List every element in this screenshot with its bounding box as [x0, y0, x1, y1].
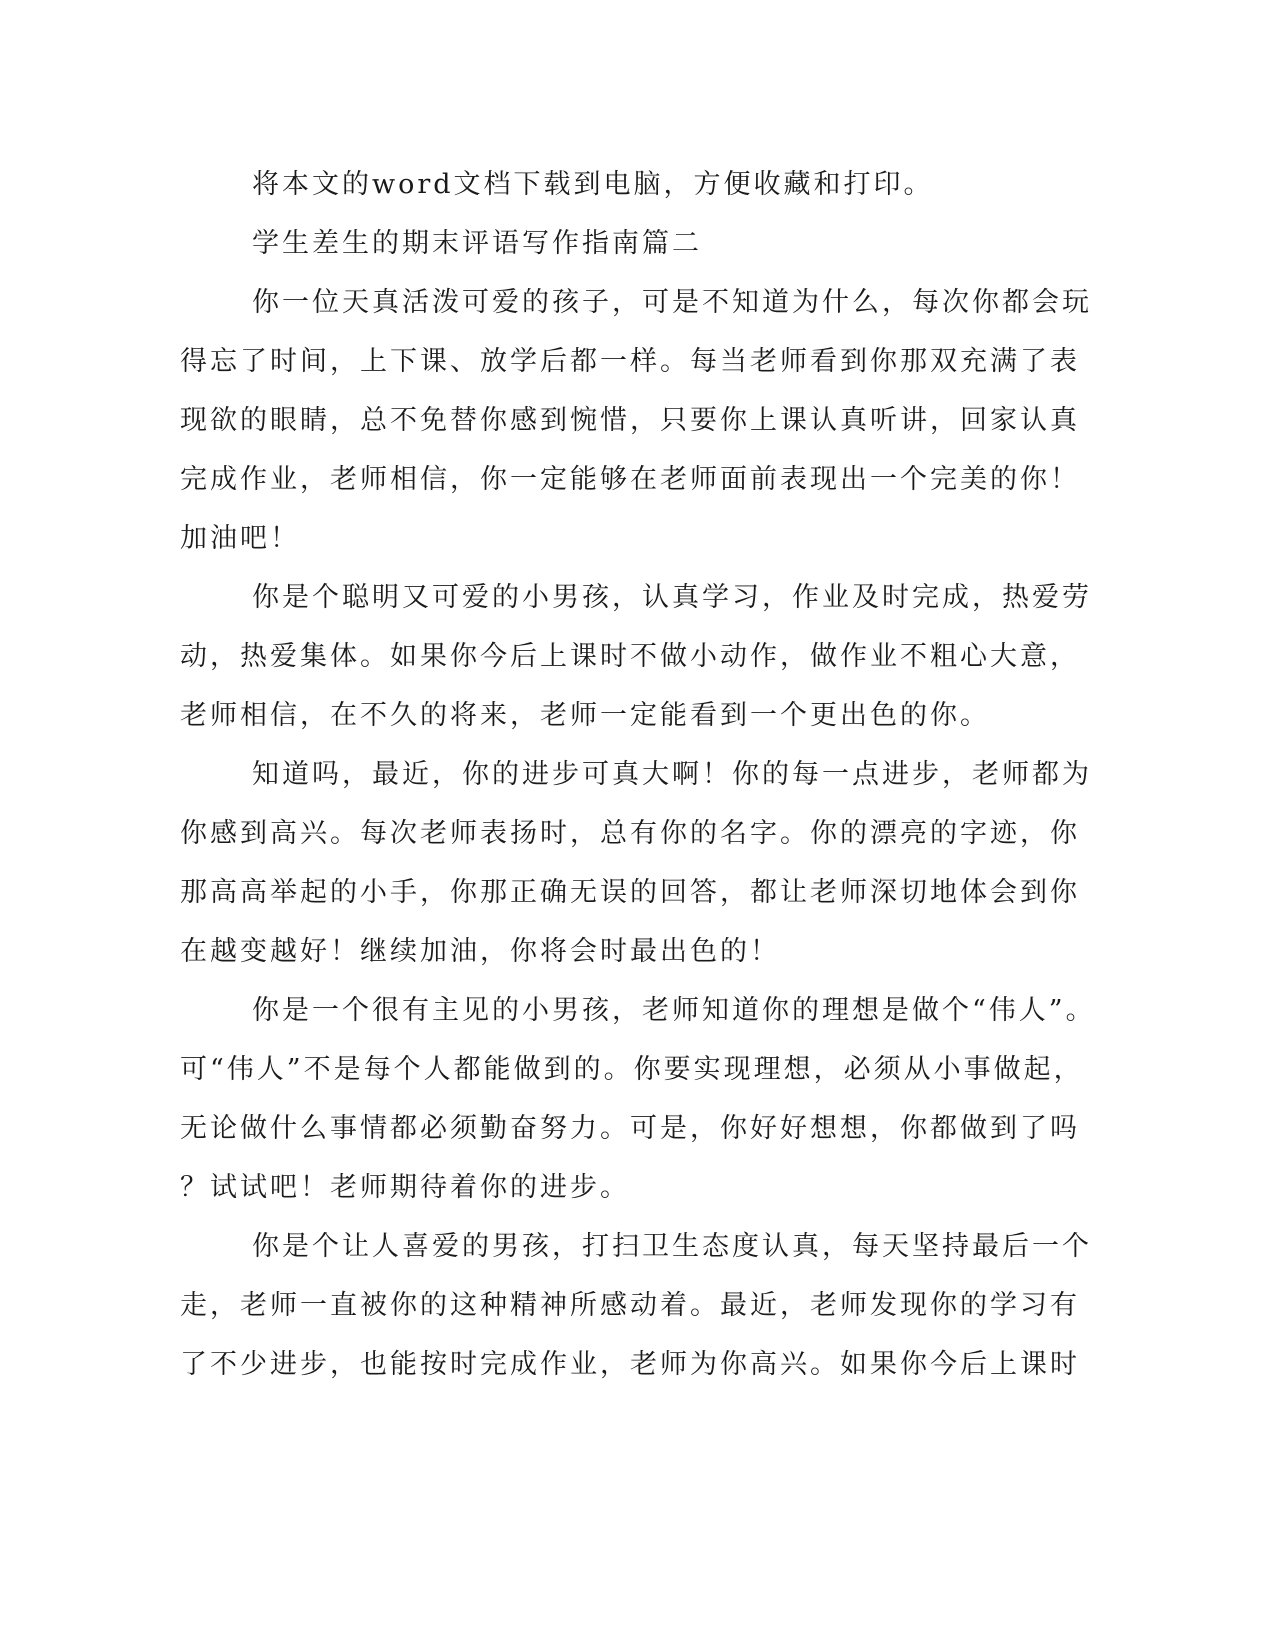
paragraph-3: [180, 745, 1092, 981]
paragraph-line: 你是个让人喜爱的男孩，打扫卫生态度认真，每天坚持最后一个: [252, 1231, 1092, 1262]
paragraph-line: 可“伟人”不是每个人都能做到的。你要实现理想，必须从小事做起，: [180, 1054, 1084, 1085]
paragraph-line: 得忘了时间，上下课、放学后都一样。每当老师看到你那双充满了表: [180, 346, 1080, 377]
paragraph-line: 无论做什么事情都必须勤奋努力。可是，你好好想想，你都做到了吗: [180, 1113, 1080, 1144]
paragraph-line: 走，老师一直被你的这种精神所感动着。最近，老师发现你的学习有: [180, 1290, 1080, 1321]
paragraph-line: 知道吗，最近，你的进步可真大啊！你的每一点进步，老师都为: [252, 759, 1092, 790]
paragraph-4: [180, 981, 1096, 1217]
download-note: 将本文的word文档下载到电脑，方便收藏和打印。: [252, 169, 934, 200]
paragraph-5: [180, 1217, 1092, 1394]
paragraph-line: 完成作业，老师相信，你一定能够在老师面前表现出一个完美的你！: [180, 464, 1080, 495]
paragraph-line: 那高高举起的小手，你那正确无误的回答，都让老师深切地体会到你: [180, 877, 1080, 908]
paragraph-line: 了不少进步，也能按时完成作业，老师为你高兴。如果你今后上课时: [180, 1349, 1080, 1380]
paragraph-line: 在越变越好！继续加油，你将会时最出色的！: [180, 936, 780, 967]
paragraph-line: 现欲的眼睛，总不免替你感到惋惜，只要你上课认真听讲，回家认真: [180, 405, 1080, 436]
paragraph-line: 你是一个很有主见的小男孩，老师知道你的理想是做个“伟人”。: [252, 995, 1096, 1026]
paragraph-line: ？试试吧！老师期待着你的进步。: [180, 1172, 630, 1203]
paragraph-2: [180, 568, 1092, 745]
paragraph-line: 你一位天真活泼可爱的孩子，可是不知道为什么，每次你都会玩: [252, 287, 1092, 318]
paragraph-1: [180, 273, 1092, 568]
section-heading: 学生差生的期末评语写作指南篇二: [252, 228, 702, 259]
paragraph-line: 你感到高兴。每次老师表扬时，总有你的名字。你的漂亮的字迹，你: [180, 818, 1080, 849]
paragraph-line: 动，热爱集体。如果你今后上课时不做小动作，做作业不粗心大意，: [180, 641, 1080, 672]
paragraph-line: 你是个聪明又可爱的小男孩，认真学习，作业及时完成，热爱劳: [252, 582, 1092, 613]
paragraph-line: 加油吧！: [180, 523, 300, 554]
paragraph-line: 老师相信，在不久的将来，老师一定能看到一个更出色的你。: [180, 700, 990, 731]
document-body: [180, 155, 1096, 1394]
